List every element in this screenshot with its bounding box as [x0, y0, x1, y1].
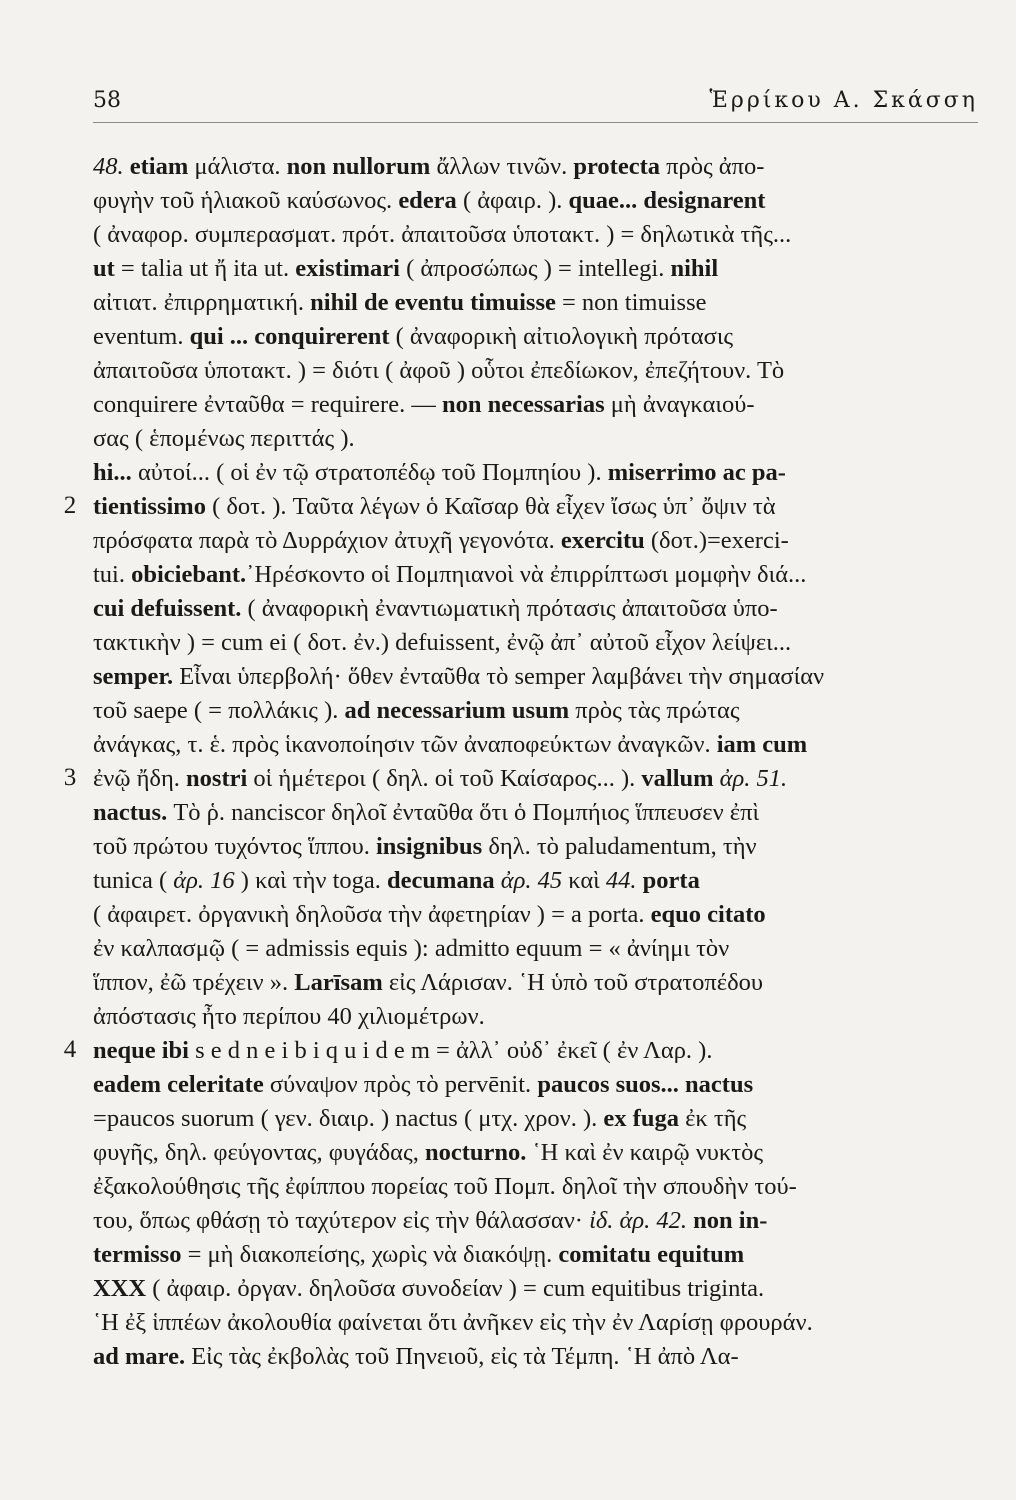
- gloss: ἀνάγκας, τ. ἑ. πρὸς ἱκανοποίησιν τῶν ἀναποφεύκτων ἀναγκῶν.: [93, 731, 717, 758]
- lemma: decumana: [387, 867, 495, 894]
- gloss: ( ἀναφορικὴ ἐναντιωματικὴ πρότασις ἀπαιτοῦσα ὑπο-: [241, 595, 778, 622]
- lemma: nihil de eventu timuisse: [310, 289, 556, 316]
- text-line: [93, 1272, 963, 1306]
- lemma: insignibus: [375, 833, 483, 860]
- gloss: πρὸς ἀπο-: [659, 153, 765, 180]
- lemma: nocturno.: [424, 1139, 527, 1166]
- text-line: [93, 456, 963, 490]
- text-line: [93, 1204, 963, 1238]
- lemma: existimari: [295, 255, 400, 282]
- text-line: [93, 762, 963, 796]
- section-number: 3: [63, 764, 77, 791]
- lemma: exercitu: [560, 527, 645, 554]
- text-line: [93, 728, 963, 762]
- section-number: 2: [63, 492, 77, 519]
- gloss: ) καὶ τὴν toga.: [234, 867, 388, 894]
- gloss: (δοτ.)=exerci-: [644, 527, 789, 554]
- commentary-text: [93, 150, 963, 1374]
- reference: ἀρ. 51.: [719, 765, 788, 792]
- text-line: [93, 1068, 963, 1102]
- lemma: qui ... conquirerent: [189, 323, 390, 350]
- gloss: αὐτοί... ( οἱ ἐν τῷ στρατοπέδῳ τοῦ Πομπηίου ).: [131, 459, 608, 486]
- lemma: ad necessarium usum: [344, 697, 570, 724]
- lemma: etiam: [129, 153, 189, 180]
- lemma: equo citato: [650, 901, 766, 928]
- text-line: [93, 524, 963, 558]
- gloss: σας ( ἑπομένως περιττάς ).: [93, 425, 355, 452]
- reference: ἰδ. ἀρ. 42.: [589, 1207, 688, 1234]
- lemma: miserrimo ac pa-: [607, 459, 786, 486]
- gloss: πρόσφατα παρὰ τὸ Δυρράχιον ἀτυχῆ γεγονότα.: [93, 527, 561, 554]
- gloss: μὴ ἀναγκαιού-: [604, 391, 755, 418]
- gloss: ἵππον, ἐῶ τρέχειν ».: [93, 969, 295, 996]
- gloss: Εἰς τὰς ἐκβολὰς τοῦ Πηνειοῦ, εἰς τὰ Τέμπη. ῾Η ἀπὸ Λα-: [185, 1343, 739, 1370]
- text-line: [93, 422, 963, 456]
- text-line: [93, 286, 963, 320]
- lemma: termisso: [93, 1241, 182, 1268]
- section-number: 4: [63, 1036, 77, 1063]
- gloss: ἐν καλπασμῷ ( = admissis equis ): admitto equum = « ἀνίημι τὸν: [93, 935, 730, 962]
- gloss: φυγῆς, δηλ. φεύγοντας, φυγάδας,: [93, 1139, 425, 1166]
- gloss: ἀπαιτοῦσα ὑποτακτ. ) = διότι ( ἀφοῦ ) οὗτοι ἐπεδίωκον, ἐπεζήτουν. Τὸ: [93, 357, 785, 384]
- text-line: [93, 1170, 963, 1204]
- gloss: eventum.: [93, 323, 190, 350]
- text-line: [93, 1000, 963, 1034]
- gloss: δηλ. τὸ paludamentum, τὴν: [482, 833, 757, 860]
- header-rule: [93, 122, 978, 123]
- lemma: hi...: [93, 459, 132, 486]
- lemma: edera: [398, 187, 457, 214]
- gloss: ( ἀφαιρ. ὀργαν. δηλοῦσα συνοδείαν ) = cum equitibus triginta.: [146, 1275, 765, 1302]
- reference: ἀρ. 16: [173, 867, 235, 894]
- text-line: [93, 660, 963, 694]
- lemma: nostri: [186, 765, 248, 792]
- lemma: quae... designarent: [568, 187, 766, 214]
- gloss: ( ἀναφορ. συμπερασματ. πρότ. ἀπαιτοῦσα ὑποτακτ. ) = δηλωτικὰ τῆς...: [93, 221, 792, 248]
- text-line: [93, 592, 963, 626]
- text-line: [93, 490, 963, 524]
- lemma: ut: [93, 255, 115, 282]
- text-line: [93, 1340, 963, 1374]
- text-line: [93, 932, 963, 966]
- reference: 44.: [605, 867, 637, 894]
- gloss: ἀπόστασις ἦτο περίπου 40 χιλιομέτρων.: [93, 1003, 485, 1030]
- lemma: neque ibi: [93, 1037, 189, 1064]
- text-line: [93, 150, 963, 184]
- gloss: τοῦ πρώτου τυχόντος ἵππου.: [93, 833, 376, 860]
- lemma: comitatu equitum: [558, 1241, 745, 1268]
- reference: 48.: [93, 153, 124, 180]
- text-line: [93, 898, 963, 932]
- gloss: φυγὴν τοῦ ἡλιακοῦ καύσωνος.: [93, 187, 399, 214]
- gloss: ἐξακολούθησις τῆς ἐφίππου πορείας τοῦ Πομπ. δηλοῖ τὴν σπουδὴν τού-: [93, 1173, 797, 1200]
- text-line: [93, 1136, 963, 1170]
- page-number: 58: [93, 88, 121, 113]
- gloss: tunica (: [93, 867, 174, 894]
- gloss: αἰτιατ. ἐπιρρηματική.: [93, 289, 311, 316]
- text-line: [93, 320, 963, 354]
- text-line: [93, 1238, 963, 1272]
- gloss: ( ἀφαιρ. ).: [456, 187, 569, 214]
- lemma: vallum: [641, 765, 714, 792]
- lemma: tientissimo: [93, 493, 206, 520]
- gloss: πρὸς τὰς πρώτας: [569, 697, 740, 724]
- gloss: τοῦ saepe ( = πολλάκις ).: [93, 697, 345, 724]
- lemma: XXX: [93, 1275, 147, 1302]
- gloss: εἰς Λάρισαν. ῾Η ὑπὸ τοῦ στρατοπέδου: [382, 969, 763, 996]
- text-line: [93, 218, 963, 252]
- running-head: Ἑρρίκου Α. Σκάσση: [709, 88, 978, 113]
- lemma: eadem celeritate: [93, 1071, 264, 1098]
- gloss: = non timuisse: [555, 289, 707, 316]
- lemma: Larīsam: [294, 969, 383, 996]
- text-line: [93, 558, 963, 592]
- gloss: ( ἀναφορικὴ αἰτιολογικὴ πρότασις: [389, 323, 734, 350]
- gloss: ( δοτ. ). Ταῦτα λέγων ὁ Καῖσαρ θὰ εἶχεν ἴσως ὑπ᾽ ὄψιν τὰ: [205, 493, 776, 520]
- lemma: ex fuga: [603, 1105, 679, 1132]
- lemma: obiciebant.: [131, 561, 247, 588]
- text-line: [93, 252, 963, 286]
- gloss: =paucos suorum ( γεν. διαιρ. ) nactus ( μτχ. χρον. ).: [93, 1105, 604, 1132]
- text-line: [93, 1102, 963, 1136]
- gloss: ἐνῷ ἤδη.: [93, 765, 187, 792]
- gloss: Τὸ ῥ. nanciscor δηλοῖ ἐνταῦθα ὅτι ὁ Πομπήιος ἵππευσεν ἐπὶ: [167, 799, 760, 826]
- text-line: [93, 1034, 963, 1068]
- gloss: ῾Η καὶ ἐν καιρῷ νυκτὸς: [526, 1139, 764, 1166]
- gloss: tui.: [93, 561, 132, 588]
- lemma: nihil: [670, 255, 719, 282]
- gloss: ( ἀφαιρετ. ὀργανικὴ δηλοῦσα τὴν ἀφετηρίαν ) = a porta.: [93, 901, 651, 928]
- lemma: non nullorum: [286, 153, 431, 180]
- text-line: [93, 388, 963, 422]
- lemma: non in-: [693, 1207, 768, 1234]
- lemma: iam cum: [716, 731, 808, 758]
- page-header: [93, 88, 978, 118]
- lemma: non necessarias: [441, 391, 605, 418]
- text-line: [93, 864, 963, 898]
- gloss: οἱ ἡμέτεροι ( δηλ. οἱ τοῦ Καίσαρος... ).: [247, 765, 642, 792]
- gloss: ἄλλων τινῶν.: [430, 153, 574, 180]
- text-line: [93, 830, 963, 864]
- gloss: του, ὅπως φθάσῃ τὸ ταχύτερον εἰς τὴν θάλασσαν·: [93, 1207, 590, 1234]
- text-line: [93, 694, 963, 728]
- gloss: Εἶναι ὑπερβολή· ὅθεν ἐνταῦθα τὸ semper λαμβάνει τὴν σημασίαν: [173, 663, 825, 690]
- gloss: conquirere ἐνταῦθα = requirere. —: [93, 391, 442, 418]
- gloss: ᾽Ηρέσκοντο οἱ Πομπηιανοὶ νὰ ἐπιρρίπτωσι μομφὴν διά...: [246, 561, 807, 588]
- text-line: [93, 184, 963, 218]
- gloss: σύναψον πρὸς τὸ pervēnit.: [263, 1071, 538, 1098]
- gloss: = talia ut ἤ ita ut.: [114, 255, 296, 282]
- text-line: [93, 796, 963, 830]
- gloss: = μὴ διακοπείσης, χωρὶς νὰ διακόψῃ.: [181, 1241, 559, 1268]
- lemma: protecta: [573, 153, 660, 180]
- gloss: τακτικὴν ) = cum ei ( δοτ. ἐν.) defuissent, ἐνῷ ἀπ᾽ αὐτοῦ εἶχον λείψει...: [93, 629, 792, 656]
- gloss: ἐκ τῆς: [678, 1105, 747, 1132]
- lemma: ad mare.: [93, 1343, 186, 1370]
- text-line: [93, 966, 963, 1000]
- text-line: [93, 626, 963, 660]
- lemma: semper.: [93, 663, 174, 690]
- lemma: paucos suos... nactus: [537, 1071, 754, 1098]
- gloss: καὶ: [562, 867, 606, 894]
- gloss: s e d n e i b i q u i d e m = ἀλλ᾽ οὐδ᾽ ἐκεῖ ( ἐν Λαρ. ).: [189, 1037, 713, 1064]
- lemma: nactus.: [93, 799, 168, 826]
- gloss: ῾Η ἐξ ἱππέων ἀκολουθία φαίνεται ὅτι ἀνῆκεν εἰς τὴν ἐν Λαρίσῃ φρουράν.: [93, 1309, 813, 1336]
- text-line: [93, 354, 963, 388]
- reference: ἀρ. 45: [500, 867, 563, 894]
- gloss: μάλιστα.: [188, 153, 287, 180]
- lemma: cui defuissent.: [93, 595, 242, 622]
- gloss: ( ἀπροσώπως ) = intellegi.: [399, 255, 671, 282]
- lemma: porta: [642, 867, 700, 894]
- text-line: [93, 1306, 963, 1340]
